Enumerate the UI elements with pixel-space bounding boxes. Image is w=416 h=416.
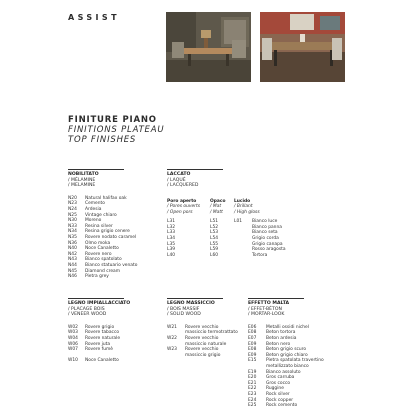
finish-name: Ardesia [85,206,102,212]
finish-name: Metalli ossidi nichel [266,324,309,330]
finish-code: E25 [248,403,257,409]
dining-table-photo [260,12,345,82]
finish-name: Resina grigio cenere [85,229,130,235]
finish-code: E09 [248,352,257,358]
finish-name: Pietra spatolata travertino [266,358,324,364]
section-title: NOBILITATO [68,172,99,177]
mortar-section [248,298,324,409]
finish-name: Grigio canapa [252,241,283,247]
finish-code: E23 [248,391,257,397]
finish-code: E08 [248,330,257,336]
finish-name: Rovere vecchio [185,335,219,341]
section-title: LEGNO IMPIALLACCIATO [68,301,131,306]
finish-code [234,253,252,259]
open-pore-column [167,199,200,258]
header-subtitle-english: TOP FINISHES [68,135,137,145]
finish-code: N30 [68,218,77,224]
section-title: LACCATO [167,172,191,177]
finish-code: L60 [210,252,219,258]
finish-name: Natural halifax oak [85,195,127,201]
section-divider [167,169,223,170]
melamine-section [68,169,137,280]
finish-name: Rovere vecchio [185,324,219,330]
finish-code: L55 [210,241,219,247]
matt-column [210,199,225,258]
finish-code: L59 [210,247,219,253]
finish-name: Bianco assoluto [266,369,301,375]
finish-name: Gros cocco [266,380,291,386]
finish-code: W06 [68,341,78,347]
finish-name: Rock silver [266,391,290,397]
finish-code: E09 [248,341,257,347]
finish-name: Bianco luce [252,219,278,225]
finish-name: Rovere nodato caramel [85,234,137,240]
finish-code: N35 [68,234,77,240]
code-list [167,219,200,258]
finish-row [248,403,324,409]
finish-name: Rosso aragosta [252,247,286,253]
column-header: Poro aperto / Pores ouverts / Open pors [167,199,200,215]
finish-code: L33 [167,230,176,236]
finish-name: Rovere fumè [85,347,113,353]
finish-code: W07 [68,347,78,353]
finish-name: Moreno [85,218,102,224]
finish-name: Rovere nero [85,251,112,257]
finish-code: W23 [167,347,177,353]
finish-name: Rovere vecchio [185,347,219,353]
section-title: EFFETTO MALTA [248,301,290,306]
finish-name: Bianco panna [252,224,282,230]
finish-code: N44 [68,262,77,268]
finish-name: Resina silver [85,223,113,229]
finish-name: Rovere naturale [85,335,121,341]
finish-code: N33 [68,223,77,229]
header-subtitle-french: FINITIONS PLATEAU [68,125,165,135]
section-subtitle: / PLACAGE BOIS [68,306,105,312]
veneer-section [68,298,130,364]
finish-code: W21 [167,324,177,330]
finish-code: L34 [167,236,176,241]
finish-list [68,196,137,280]
finish-code: N34 [68,229,77,235]
finish-name: metallizzato bianco [266,363,309,369]
solid-wood-section [167,298,238,358]
finish-code: L52 [210,224,219,230]
finish-name: Beton nero [266,341,291,347]
finish-name: Beton grigio scuro [266,347,307,353]
section-subtitle: / MELAMINE [68,183,96,189]
section-subtitle: / LACQUERED [167,183,199,189]
finish-name: Cemento [85,201,105,207]
section-subtitle: / EFFET-BÉTON [248,306,282,312]
code-list [210,219,225,258]
finish-name: Noce Canaletto [85,358,119,364]
section-subtitle: / BOIS MASSIF [167,306,200,312]
finish-name: massiccio naturale [185,341,227,347]
finish-list [68,325,130,364]
finish-code: N23 [68,201,77,207]
section-divider [68,298,124,299]
finish-code: L32 [167,224,176,230]
finish-row [167,353,238,359]
finish-code: L31 [167,219,176,225]
lacquer-section [167,169,347,258]
column-header: Opaco / Mat / Matt [210,199,226,215]
finish-code [167,353,185,359]
finish-row [68,274,137,280]
gloss-column [234,199,286,258]
finish-code: W03 [68,330,78,336]
finish-name: massiccio termotrattato [185,330,238,336]
finish-name: Ruggine [266,386,284,392]
finish-code: N20 [68,195,77,201]
finish-name: Diamond cream [85,268,121,274]
finish-row [234,253,286,259]
finish-code: L53 [210,230,219,236]
section-title: LEGNO MASSICCIO [167,301,215,306]
finish-name: Rock cemento [266,403,298,409]
finish-name: Rock copper [266,397,294,403]
finish-code: L54 [210,236,219,241]
finish-name: Vintage chiaro [85,212,117,218]
finish-name: Beton ardesia [266,335,297,341]
finish-code: E20 [248,375,257,381]
finish-name: massiccio grigio [185,352,221,358]
finish-name: Noce Canaletto [85,246,119,252]
finish-row [68,358,130,364]
finish-code: W04 [68,335,78,341]
finish-code: E06 [248,324,257,330]
finish-code: N25 [68,212,77,218]
finish-code: L40 [167,252,176,258]
finish-code: L01 [234,219,243,225]
finish-name: Bianco statuario venato [85,262,138,268]
finish-code: E15 [248,358,257,364]
header-title: FINITURE PIANO [68,115,157,125]
finish-code: N36 [68,240,77,246]
finish-name: Rovere grigio [85,324,115,330]
finish-code: W02 [68,324,78,330]
finish-name: Grigio corda [252,236,279,241]
finish-list [248,325,324,409]
section-divider [167,298,223,299]
finish-code: L39 [167,247,176,253]
finish-name: Tortora [252,252,268,258]
finish-name: Bianco seta [252,230,278,236]
finish-code: N42 [68,251,77,257]
finish-code: N45 [68,268,77,274]
brand-logo: ASSIST [68,13,120,22]
section-subtitle: / SOLID WOOD [167,312,201,318]
finish-code: L35 [167,241,176,247]
finish-code: N40 [68,246,77,252]
finish-list [167,325,238,359]
finish-name: Olmo moka [85,240,111,246]
finish-name: Beton tortora [266,330,296,336]
section-subtitle: / MÉLAMINE [68,177,96,183]
column-header: Lucido / Brillant / High gloss [234,199,260,215]
finish-code: L51 [210,219,219,225]
section-subtitle: / LAQUÉ [167,177,186,183]
section-subtitle: / MORTAR-LOOK [248,312,285,318]
finish-code: N46 [68,274,77,280]
page-header [68,115,164,145]
dining-room-photo [166,12,251,82]
finish-code: E24 [248,397,257,403]
finish-code: W22 [167,335,177,341]
section-divider [248,298,304,299]
finish-name: Rovere juta [85,341,111,347]
finish-code: W10 [68,358,78,364]
finish-name: Rovere tabacco [85,330,120,336]
finish-code: E07 [248,335,257,341]
finish-code: E08 [248,347,257,353]
section-divider [68,169,124,170]
finish-code: E21 [248,380,257,386]
section-subtitle: / VENEER WOOD [68,312,107,318]
finish-name: Pietra grey [85,274,109,280]
finish-name: Beton grigio chiaro [266,352,308,358]
finish-code: E22 [248,386,257,392]
finish-name: Bianco spatolato [85,257,122,263]
finish-code: E19 [248,369,257,375]
finish-list [234,219,286,258]
finish-code: N43 [68,257,77,263]
finish-name: Gros carruba [266,375,295,381]
finish-code: N24 [68,206,77,212]
